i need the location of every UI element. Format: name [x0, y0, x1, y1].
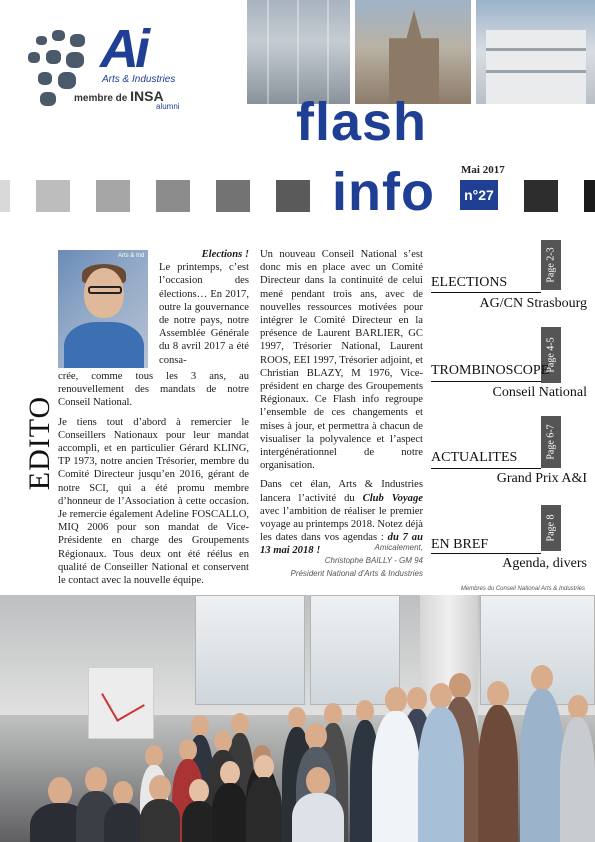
- masthead-title-flash: flash: [296, 92, 428, 152]
- toc-page-label: Page 4-5: [545, 337, 557, 373]
- group-photo: [0, 595, 595, 842]
- square-8: [584, 180, 595, 212]
- edito-heading: Elections !: [201, 249, 249, 260]
- toc-subtitle: Grand Prix A&I: [496, 471, 587, 486]
- portrait-logo-text: Arts & Ind: [118, 253, 145, 259]
- building-photo-2: [476, 0, 595, 104]
- edito-intro-text: Le printemps, c’est l’occasion des élections… En 2017, outre la gouvernance de notre pays, notre Assemblée Générale du 8 avril 2017 a été consa-: [159, 262, 249, 366]
- cathedral-photo: [355, 0, 471, 104]
- toc-subtitle: AG/CN Strasbourg: [479, 296, 587, 311]
- toc-title: ACTUALITES: [431, 450, 518, 465]
- square-6: [276, 180, 310, 212]
- club-voyage-text: Club Voyage: [362, 492, 423, 504]
- square-7: [524, 180, 558, 212]
- square-1: [0, 180, 10, 212]
- toc-title: TROMBINOSCOPE: [431, 363, 550, 378]
- toc-divider: [431, 468, 541, 469]
- logo-membre-de: [74, 88, 164, 104]
- arts-industries-logo: [24, 20, 194, 110]
- toc-divider: [431, 292, 541, 293]
- edito-para2: Je tiens tout d’abord à remercier le Conseillers Nationaux pour leur mandat accompli, et en particulier Gérard KLING, TP 1973, notre ancien Trésorier, membre du Comité Directeur jusqu’en 2016, gérant de notre SCI, qui a été promu membre d’honneur de l’Association à cette occasion. Je remercie également Adeline FOSCALLO, MIQ 2006 pour son mandat de Vice-Présidente en charge des Groupements Régionaux. Tous deux ont été réélus en qualité de Conseiller National et conservent le contact avec la nouvelle équipe.: [58, 416, 249, 587]
- edito-para4-a: Dans cet élan, Arts & Industries lancera l’activité du: [260, 479, 423, 504]
- logo-ai-text: Ai: [100, 19, 146, 79]
- toc-divider: [431, 381, 541, 382]
- signature-role: Président National d’Arts & Industries: [290, 569, 423, 578]
- issue-date: Mai 2017: [461, 164, 505, 176]
- square-4: [156, 180, 190, 212]
- edito-para3: Un nouveau Conseil National s’est donc mis en place avec un Comité Directeur dans la continuité de celui mené pendant trois ans, avec de nouvelles ressources motivées pour intégrer le Comité Directeur en la présence de Laurent BARLIER, GC 1997, Trésorier National, Laurent ROOS, EEI 1997, Trésorier adjoint, et Christian BLAZY, M 1976, Vice-président en charge des Groupements Régionaux. Ce Flash info regroupe l’ensemble de ces changements et mises à jour, et permettra à chacun de visualiser la polyvalence et l’aspect intergénérationnel de notre organisation.: [260, 249, 423, 472]
- edito-column-2: [260, 248, 423, 564]
- toc-item-elections[interactable]: [431, 240, 587, 314]
- toc-page-tab: [541, 416, 561, 468]
- logo-subtitle: Arts & Industries: [102, 74, 176, 85]
- square-3: [96, 180, 130, 212]
- grey-squares-band: [0, 180, 595, 212]
- square-5: [216, 180, 250, 212]
- edito-label: [20, 395, 60, 490]
- toc-item-trombinoscope[interactable]: [431, 327, 587, 407]
- toc-title: EN BREF: [431, 537, 489, 552]
- issue-number-badge: n°27: [460, 180, 498, 210]
- toc-subtitle: Conseil National: [492, 385, 587, 400]
- building-photo-1: [247, 0, 350, 104]
- toc-title: ELECTIONS: [431, 275, 508, 290]
- president-portrait: [58, 250, 148, 368]
- square-2: [36, 180, 70, 212]
- edito-column-1: [58, 370, 249, 593]
- insa-text: INSA: [130, 88, 164, 104]
- toc-page-tab: [541, 240, 561, 290]
- toc-subtitle: Agenda, divers: [502, 556, 587, 571]
- edito-para4-b: avec l’ambition de réaliser le premier voyage au printemps 2018. Notez déjà les dates dans vos agendas :: [260, 505, 423, 544]
- alumni-text: alumni: [156, 102, 180, 111]
- wall-artwork: [88, 667, 154, 739]
- toc-divider: [431, 553, 541, 554]
- toc-page-tab: [541, 505, 561, 551]
- toc-page-label: Page 8: [545, 514, 557, 542]
- signature-greeting: Amicalement,: [374, 543, 423, 552]
- voyage-dates: du 7 au 13 mai 2018 !: [260, 532, 423, 557]
- signature-block: [260, 541, 423, 580]
- toc-page-label: Page 2-3: [545, 247, 557, 283]
- masthead-title-info: info: [332, 162, 435, 222]
- toc-item-en-bref[interactable]: [431, 505, 587, 577]
- toc-item-actualites[interactable]: [431, 416, 587, 490]
- photo-caption: Membres du Conseil National Arts & Industries: [460, 586, 585, 592]
- signature-name: Christophe BAILLY - GM 94: [324, 556, 423, 565]
- toc-page-label: Page 6-7: [545, 424, 557, 460]
- edito-label-text: EDITO: [23, 395, 56, 490]
- membre-de-text: membre de: [74, 93, 128, 104]
- edito-para1-cont: crée, comme tous les 3 ans, au renouvellement des mandats de notre Conseil National.: [58, 371, 249, 409]
- edito-intro: [159, 248, 249, 367]
